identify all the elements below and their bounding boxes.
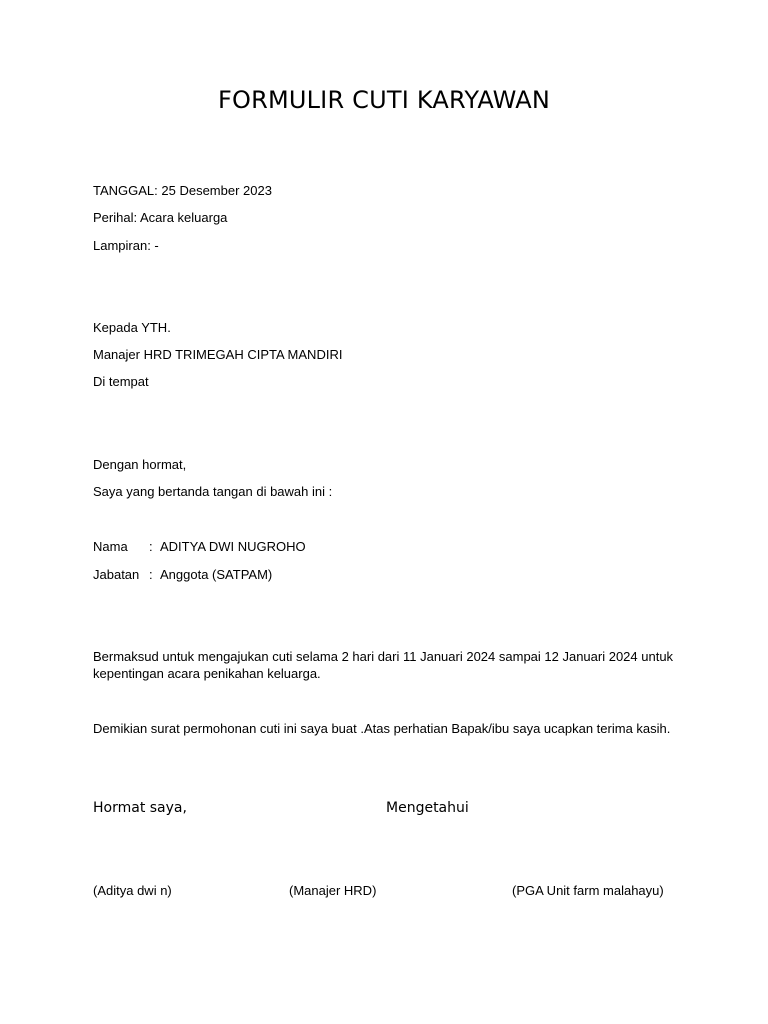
name-separator: : <box>149 539 153 554</box>
greeting: Dengan hormat, <box>93 457 187 472</box>
signer-employee: (Aditya dwi n) <box>93 883 172 898</box>
intro-line: Saya yang bertanda tangan di bawah ini : <box>93 484 333 499</box>
subject-line: Perihal: Acara keluarga <box>93 210 228 225</box>
position-label: Jabatan <box>93 567 140 582</box>
purpose-paragraph: Bermaksud untuk mengajukan cuti selama 2 hari dari 11 Januari 2024 sampai 12 Januari 2024 untuk kepentingan acara penikahan keluarga. <box>93 649 674 681</box>
attachment-line: Lampiran: - <box>93 238 159 253</box>
recipient-location: Di tempat <box>93 374 149 389</box>
acknowledged-label: Mengetahui <box>386 800 469 816</box>
signer-pga-unit: (PGA Unit farm malahayu) <box>512 883 664 898</box>
signer-hrd-manager: (Manajer HRD) <box>289 883 377 898</box>
position-separator: : <box>149 567 153 582</box>
recipient-salutation: Kepada YTH. <box>93 320 171 335</box>
position-value: Anggota (SATPAM) <box>160 567 273 582</box>
recipient-name: Manajer HRD TRIMEGAH CIPTA MANDIRI <box>93 347 343 362</box>
name-label: Nama <box>93 539 128 554</box>
regards-label: Hormat saya, <box>93 800 187 816</box>
date-line: TANGGAL: 25 Desember 2023 <box>93 183 272 198</box>
closing-paragraph: Demikian surat permohonan cuti ini saya buat .Atas perhatian Bapak/ibu saya ucapkan terima kasih. <box>93 721 671 736</box>
name-value: ADITYA DWI NUGROHO <box>160 539 306 554</box>
document-title: FORMULIR CUTI KARYAWAN <box>217 86 551 114</box>
